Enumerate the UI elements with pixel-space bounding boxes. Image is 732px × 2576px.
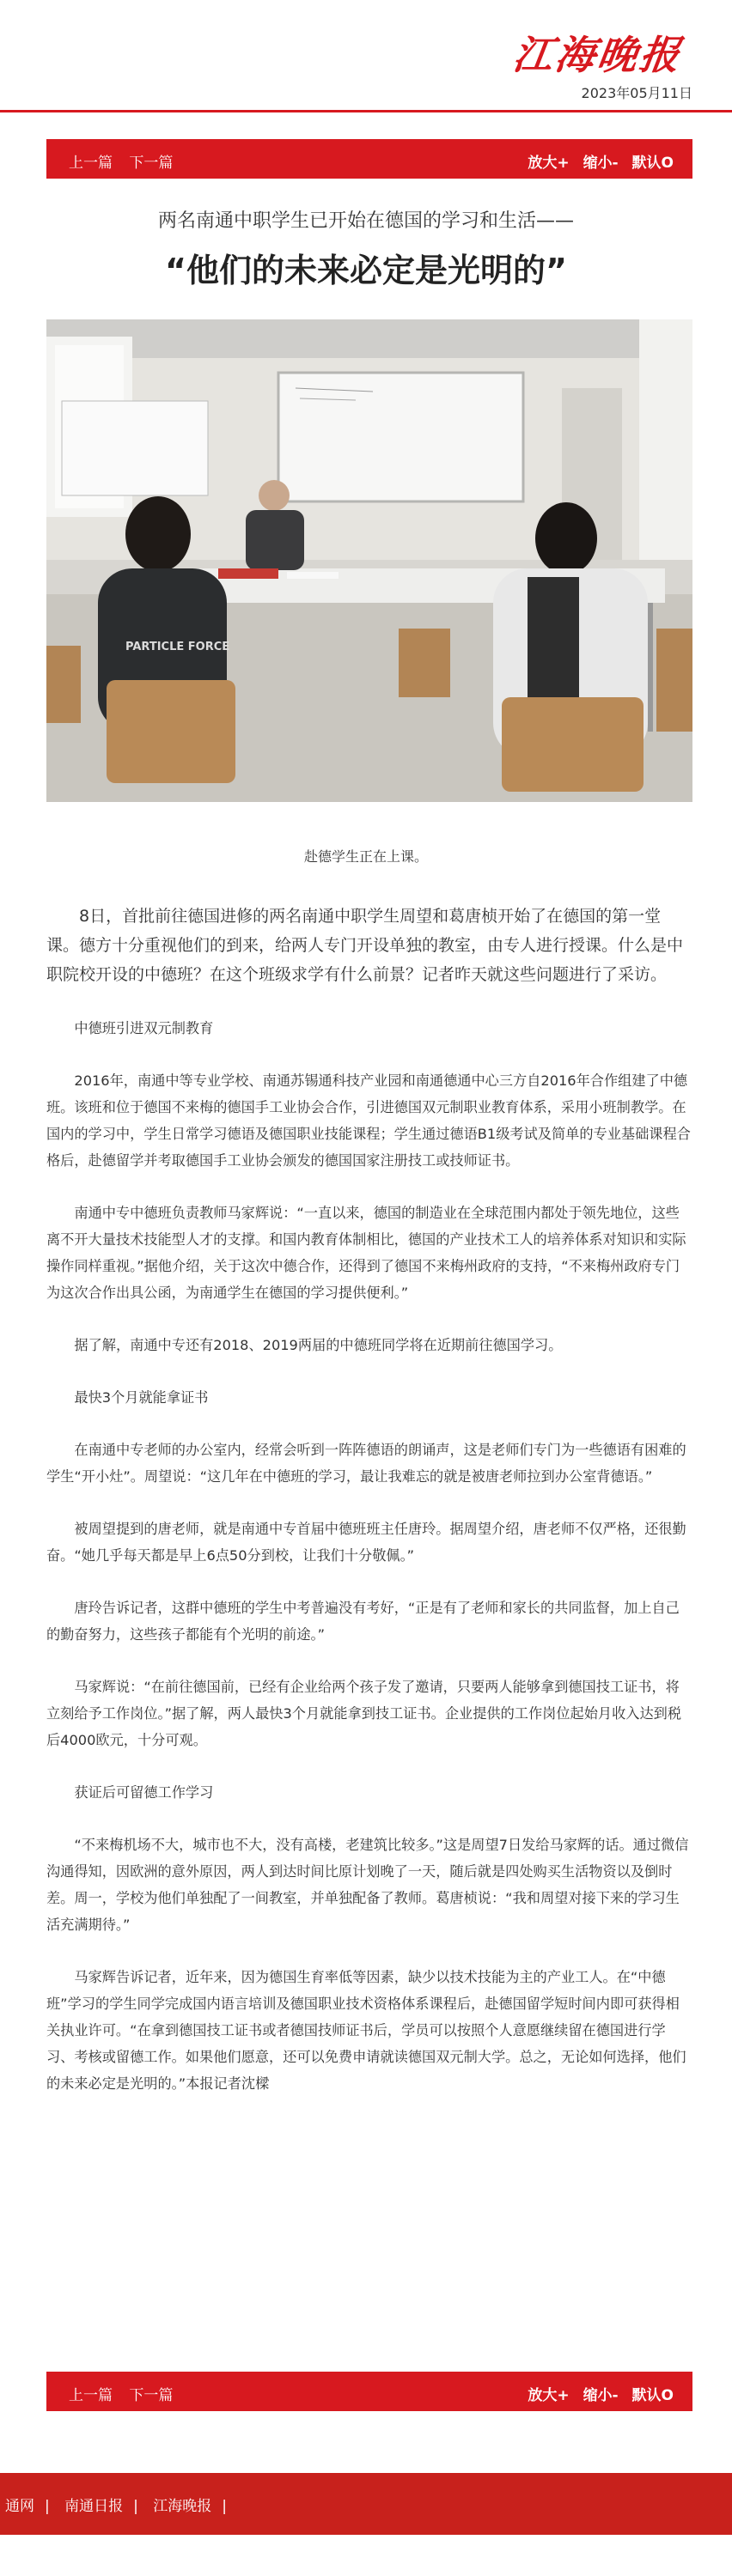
bottom-toolbar <box>46 2372 692 2411</box>
default-size-button[interactable]: 默认O <box>631 2387 674 2404</box>
zoom-in-button[interactable]: 放大+ <box>528 2387 570 2404</box>
article-body <box>46 902 692 2097</box>
default-size-button[interactable]: 默认O <box>631 155 674 172</box>
prev-article-link[interactable]: 上一篇 <box>69 155 113 172</box>
section-heading: 中德班引进双元制教育 <box>74 1020 214 1036</box>
classroom-photo <box>46 319 692 802</box>
article-paragraph: 8日，首批前往德国进修的两名南通中职学生周望和葛唐桢开始了在德国的第一堂课。德方十分重视他们的到来，给两人专门开设单独的教室，由专人进行授课。什么是中职院校开设的中德班？在这个班级求学有什么前景？记者昨天就这些问题进行了采访。 <box>46 907 684 984</box>
shirt-print: PARTICLE FORCE <box>125 641 230 653</box>
issue-date: 2023年05月11日 <box>581 85 692 101</box>
zoom-out-button[interactable]: 缩小- <box>583 2387 619 2404</box>
next-article-link[interactable]: 下一篇 <box>129 2387 174 2404</box>
zoom-out-button[interactable]: 缩小- <box>583 155 619 172</box>
footer-link[interactable]: 南通日报 <box>64 2498 124 2515</box>
footer-link[interactable]: 通网 <box>5 2498 34 2515</box>
article-paragraph: 马家辉告诉记者，近年来，因为德国生育率低等因素，缺少以技术技能为主的产业工人。在“中德班”学习的学生同学完成国内语言培训及德国职业技术资格体系课程后，赴德国留学短时间内即可获得相关执业许可。“在拿到德国技工证书或者德国技师证书后，学员可以按照个人意愿继续留在德国进行学习、考核或留德工作。如果他们愿意，还可以免费申请就读德国双元制大学。总之，无论如何选择，他们的未来必定是光明的。”本报记者沈樑 <box>46 1969 686 2092</box>
section-heading: 最快3个月就能拿证书 <box>74 1389 209 1406</box>
article-paragraph: 在南通中专老师的办公室内，经常会听到一阵阵德语的朗诵声，这是老师们专门为一些德语有困难的学生“开小灶”。周望说：“这几年在中德班的学习，最让我难忘的就是被唐老师拉到办公室背德语。” <box>46 1442 686 1485</box>
article-paragraph: 马家辉说：“在前往德国前，已经有企业给两个孩子发了邀请，只要两人能够拿到德国技工证书，将立刻给予工作岗位。”据了解，两人最快3个月就能拿到技工证书。企业提供的工作岗位起始月收入达到税后4000欧元，十分可观。 <box>46 1679 682 1748</box>
section-heading: 获证后可留德工作学习 <box>74 1784 214 1801</box>
top-toolbar <box>46 139 692 179</box>
article-paragraph: 被周望提到的唐老师，就是南通中专首届中德班班主任唐玲。据周望介绍，唐老师不仅严格，还很勤奋。“她几乎每天都是早上6点50分到校，让我们十分敬佩。” <box>46 1521 686 1564</box>
font-controls-bottom <box>519 2383 674 2404</box>
article-paragraph: 南通中专中德班负责教师马家辉说：“一直以来，德国的制造业在全球范围内都处于领先地位，这些离不开大量技术技能型人才的支撑。和国内教育体制相比，德国的产业技术工人的培养体系对知识和实际操作同样重视。”据他介绍，关于这次中德合作，还得到了德国不来梅州政府的支持，“不来梅州政府专门为这次合作出具公函，为南通学生在德国的学习提供便利。” <box>46 1205 686 1301</box>
footer-link[interactable]: 江海晚报 <box>153 2498 212 2515</box>
article-subtitle: 两名南通中职学生已开始在德国的学习和生活—— <box>157 210 574 232</box>
article-paragraph: 据了解，南通中专还有2018、2019两届的中德班同学将在近期前往德国学习。 <box>74 1337 563 1353</box>
header-divider <box>0 110 732 112</box>
footer <box>0 2473 732 2535</box>
article-nav-bottom <box>69 2383 185 2404</box>
zoom-in-button[interactable]: 放大+ <box>528 155 570 172</box>
article-paragraph: 2016年，南通中等专业学校、南通苏锡通科技产业园和南通德通中心三方自2016年合作组建了中德班。该班和位于德国不来梅的德国手工业协会合作，引进德国双元制职业教育体系，采用小班制教学。在国内的学习中，学生日常学习德语及德国职业技能课程；学生通过德语B1级考试及简单的专业基础课程合格后，赴德留学并考取德国手工业协会颁发的德国国家注册技工或技师证书。 <box>46 1072 691 1169</box>
logo[interactable]: 江海晚报 <box>509 32 686 78</box>
article-paragraph: 唐玲告诉记者，这群中德班的学生中考普遍没有考好，“正是有了老师和家长的共同监督，加上自己的勤奋努力，这些孩子都能有个光明的前途。” <box>46 1600 680 1643</box>
article-photo <box>46 319 692 802</box>
footer-links: 通网 | 南通日报 | 江海晚报 | <box>5 2498 228 2515</box>
photo-caption: 赴德学生正在上课。 <box>303 848 428 865</box>
next-article-link[interactable]: 下一篇 <box>129 155 174 172</box>
header <box>0 0 732 120</box>
font-controls <box>519 150 674 172</box>
prev-article-link[interactable]: 上一篇 <box>69 2387 113 2404</box>
article-paragraph: “不来梅机场不大，城市也不大，没有高楼，老建筑比较多。”这是周望7日发给马家辉的话。通过微信沟通得知，因欧洲的意外原因，两人到达时间比原计划晚了一天，随后就是四处购买生活物资以及倒时差。周一，学校为他们单独配了一间教室，并单独配备了教师。葛唐桢说：“我和周望对接下来的学习生活充满期待。” <box>46 1837 689 1933</box>
article-title: “他们的未来必定是光明的” <box>165 252 567 289</box>
article-nav <box>69 150 185 172</box>
